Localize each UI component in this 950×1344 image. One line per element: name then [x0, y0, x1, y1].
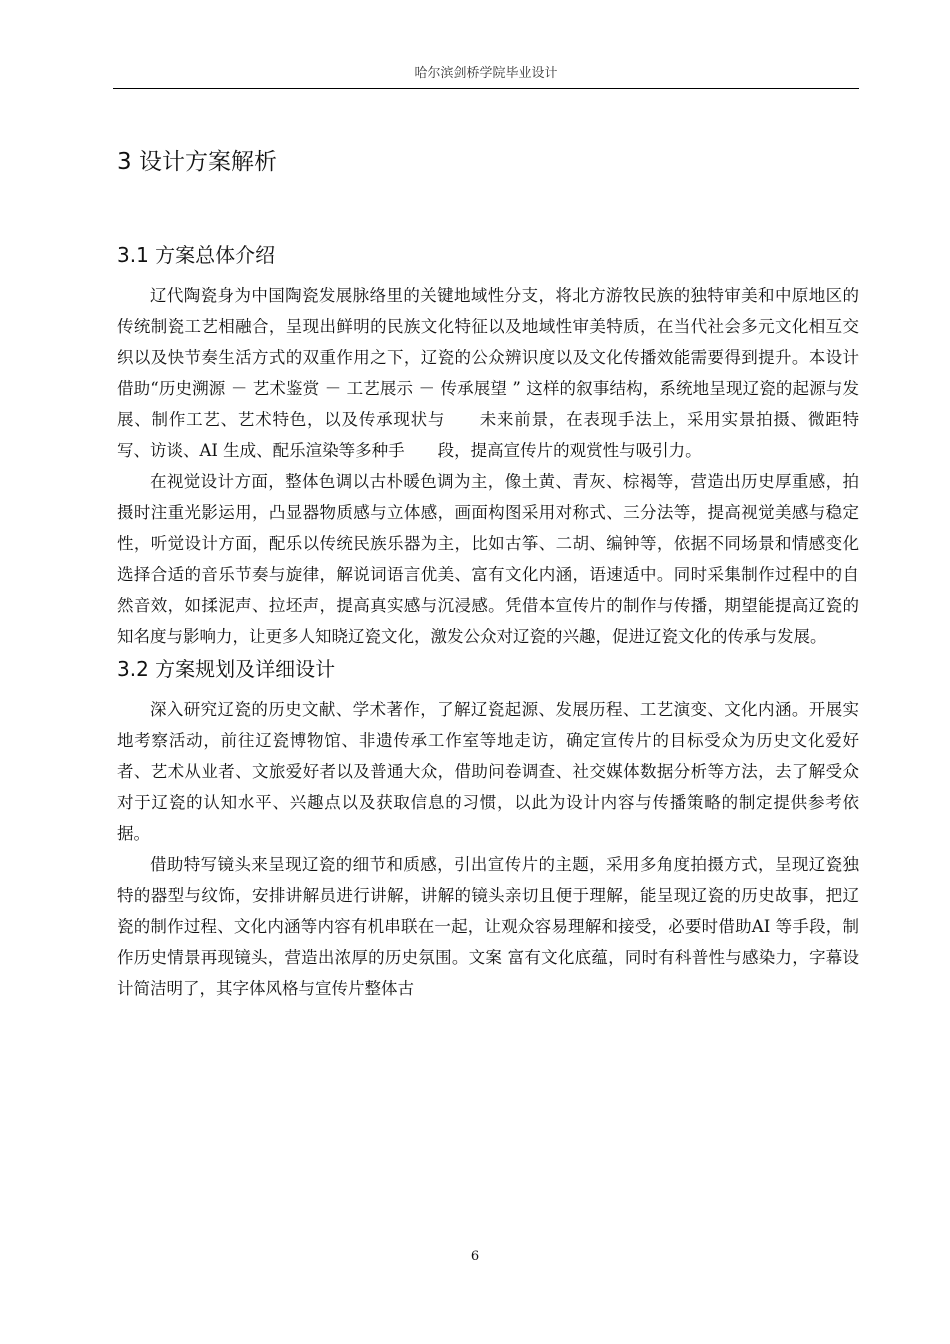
paragraph: 在视觉设计方面，整体色调以古朴暖色调为主，像土黄、青灰、棕褐等，营造出历史厚重感，拍摄时注重光影运用，凸显器物质感与立体感，画面构图采用对称式、三分法等，提高视觉美感与稳定性，听觉设计方面，配乐以传统民族乐器为主，比如古筝、二胡、编钟等，依据不同场景和情感变化选择合适的音乐节奏与旋律，解说词语言优美、富有文化内涵，语速适中。同时采集制作过程中的自然音效，如揉泥声、拉坯声，提高真实感与沉浸感。凭借本宣传片的制作与传播，期望能提高辽瓷的知名度与影响力，让更多人知晓辽瓷文化，激发公众对辽瓷的兴趣，促进辽瓷文化的传承与发展。 — [117, 472, 859, 646]
paragraph: 深入研究辽瓷的历史文献、学术著作，了解辽瓷起源、发展历程、工艺演变、文化内涵。开展实地考察活动，前往辽瓷博物馆、非遗传承工作室等地走访，确定宣传片的目标受众为历史文化爱好者、艺术从业者、文旅爱好者以及普通大众，借助问卷调查、社交媒体数据分析等方法，去了解受众对于辽瓷的认知水平、兴趣点以及获取信息的习惯，以此为设计内容与传播策略的制定提供参考依据。 — [117, 700, 859, 843]
paragraph: 借助特写镜头来呈现辽瓷的细节和质感，引出宣传片的主题，采用多角度拍摄方式，呈现辽瓷独特的器型与纹饰，安排讲解员进行讲解，讲解的镜头亲切且便于理解，能呈现辽瓷的历史故事，把辽瓷的制作过程、文化内涵等内容有机串联在一起，让观众容易理解和接受，必要时借助AI 等手段，制作历史情景再现镜头，营造出浓厚的历史氛围。文案 富有文化底蕴，同时有科普性与感染力，字幕设计简洁明了，其字体风格与宣传片整体古 — [117, 855, 859, 998]
section-heading-3-2: 3.2 方案规划及详细设计 — [117, 657, 336, 681]
page-number: 6 — [470, 1249, 480, 1264]
paragraph: 辽代陶瓷身为中国陶瓷发展脉络里的关键地域性分支，将北方游牧民族的独特审美和中原地区的传统制瓷工艺相融合，呈现出鲜明的民族文化特征以及地域性审美特质，在当代社会多元文化相互交织以及快节奏生活方式的双重作用之下，辽瓷的公众辨识度以及文化传播效能需要得到提升。本设计借助“历史溯源 － 艺术鉴赏 － 工艺展示 － 传承展望 ” 这样的叙事结构，系统地呈现辽瓷的起源与发展、制作工艺、艺术特色，以及传承现状与 未来前景，在表现手法上，采用实景拍摄、微距特写、访谈、AI 生成、配乐渲染等多种手 段，提高宣传片的观赏性与吸引力。 — [117, 286, 859, 460]
section-heading-3-1: 3.1 方案总体介绍 — [117, 243, 276, 267]
page-body — [117, 146, 859, 1004]
chapter-heading: 3 设计方案解析 — [117, 149, 277, 175]
page-header: 哈尔滨剑桥学院毕业设计 — [113, 62, 859, 89]
